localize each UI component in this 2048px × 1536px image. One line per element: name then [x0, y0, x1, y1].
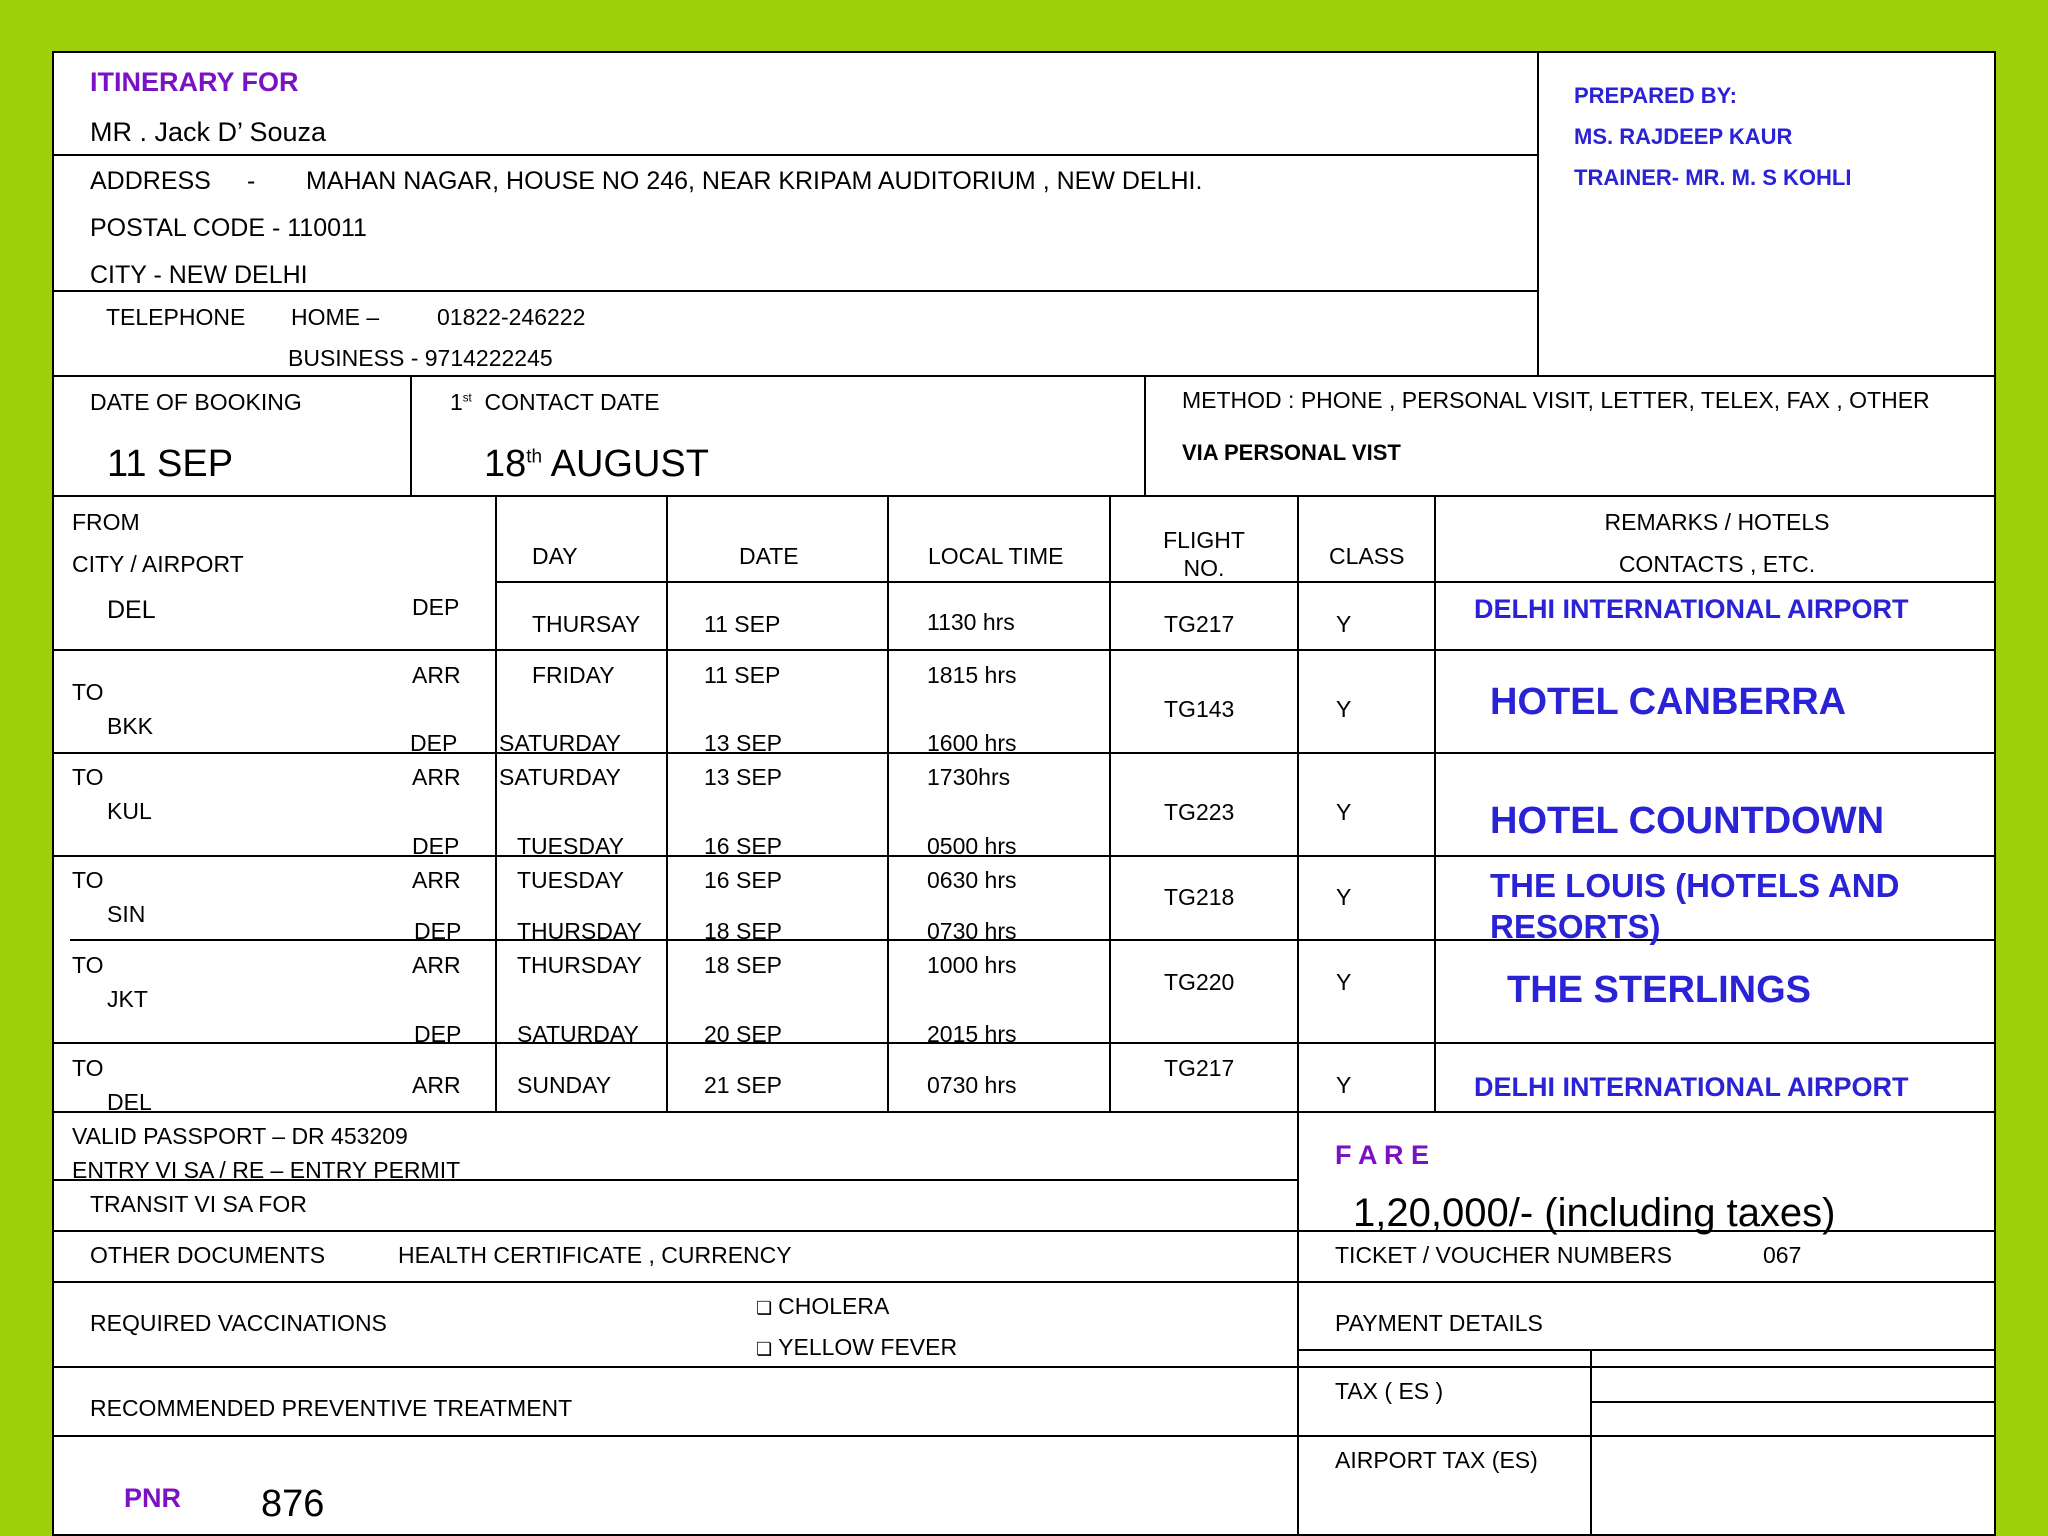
other-documents-label: OTHER DOCUMENTS — [90, 1242, 326, 1268]
pnr-label: PNR — [124, 1483, 182, 1513]
row5-class: Y — [1336, 969, 1352, 995]
rule — [410, 375, 412, 496]
row6-to: TO — [72, 1055, 104, 1081]
rule — [54, 855, 1996, 857]
rule — [54, 1111, 1996, 1113]
rule — [54, 495, 1996, 497]
row4-arr-day: TUESDAY — [517, 867, 624, 893]
row3-flight: TG223 — [1164, 799, 1235, 825]
payment-details-label: PAYMENT DETAILS — [1335, 1310, 1543, 1336]
row3-city: KUL — [107, 798, 152, 824]
rule — [1109, 495, 1111, 1112]
header-remarks-1: REMARKS / HOTELS — [1604, 509, 1830, 535]
home-number: 01822-246222 — [437, 304, 586, 330]
first-contact-value: 18th AUGUST — [484, 443, 709, 485]
rule — [54, 1366, 1996, 1368]
ticket-voucher-value: 067 — [1763, 1242, 1802, 1268]
address-dash: - — [247, 167, 256, 195]
rule — [1144, 375, 1146, 496]
header-class: CLASS — [1329, 543, 1405, 569]
row2-arr-date: 11 SEP — [704, 662, 781, 688]
header-date: DATE — [739, 543, 799, 569]
row2-dep-day: SATURDAY — [499, 730, 621, 756]
rule — [54, 290, 1538, 292]
row5-dep: DEP — [414, 1021, 462, 1047]
row1-class: Y — [1336, 611, 1352, 637]
rule — [495, 495, 497, 1112]
row5-city: JKT — [107, 986, 148, 1012]
row3-arr-date: 13 SEP — [704, 764, 782, 790]
row6-date: 21 SEP — [704, 1072, 782, 1098]
first-contact-label: 1st CONTACT DATE — [450, 389, 660, 415]
rule — [887, 495, 889, 1112]
rule — [1297, 1349, 1996, 1351]
row4-dep-day: THURSDAY — [517, 918, 642, 944]
row4-dep: DEP — [414, 918, 462, 944]
rule — [54, 1435, 1996, 1437]
row6-time: 0730 hrs — [927, 1072, 1017, 1098]
pnr-value: 876 — [261, 1483, 325, 1525]
header-city-airport: CITY / AIRPORT — [72, 551, 244, 577]
transit-visa: TRANSIT VI SA FOR — [90, 1191, 307, 1217]
row3-dep-date: 16 SEP — [704, 833, 782, 859]
checkbox-icon: ❏ — [756, 1298, 773, 1318]
row6-flight: TG217 — [1164, 1055, 1235, 1081]
row6-class: Y — [1336, 1072, 1352, 1098]
row2-remark: HOTEL CANBERRA — [1490, 681, 1847, 723]
prepared-by-name: MS. RAJDEEP KAUR — [1574, 124, 1793, 149]
row1-city: DEL — [107, 596, 156, 624]
row5-dep-date: 20 SEP — [704, 1021, 782, 1047]
row4-remark-1: THE LOUIS (HOTELS AND — [1490, 867, 1900, 904]
row2-class: Y — [1336, 696, 1352, 722]
row4-arr-time: 0630 hrs — [927, 867, 1017, 893]
row6-city: DEL — [107, 1089, 152, 1115]
row4-city: SIN — [107, 901, 146, 927]
row5-arr-date: 18 SEP — [704, 952, 782, 978]
row6-remark: DELHI INTERNATIONAL AIRPORT — [1474, 1072, 1909, 1102]
home-label: HOME – — [291, 304, 380, 330]
vaccine-cholera: ❏ CHOLERA — [756, 1293, 890, 1319]
business-number: BUSINESS - 9714222245 — [288, 345, 553, 371]
row1-flight: TG217 — [1164, 611, 1235, 637]
vaccine-yellow-fever: ❏ YELLOW FEVER — [756, 1334, 958, 1360]
method-label: METHOD : PHONE , PERSONAL VISIT, LETTER, TELEX, FAX , OTHER — [1182, 387, 1930, 413]
row3-dep: DEP — [412, 833, 460, 859]
rule — [1590, 1349, 1592, 1536]
entry-visa: ENTRY VI SA / RE – ENTRY PERMIT — [72, 1157, 461, 1183]
date-of-booking-value: 11 SEP — [107, 443, 234, 485]
row3-dep-time: 0500 hrs — [927, 833, 1017, 859]
row3-class: Y — [1336, 799, 1352, 825]
row2-dep-time: 1600 hrs — [927, 730, 1017, 756]
city: CITY - NEW DELHI — [90, 261, 308, 289]
row4-flight: TG218 — [1164, 884, 1235, 910]
rule — [1434, 495, 1436, 1112]
row2-to: TO — [72, 679, 104, 705]
prepared-divider — [1537, 53, 1539, 377]
itinerary-for-title: ITINERARY FOR — [90, 67, 299, 97]
row1-dep: DEP — [412, 594, 460, 620]
row5-flight: TG220 — [1164, 969, 1235, 995]
method-value: VIA PERSONAL VIST — [1182, 440, 1401, 465]
row5-dep-day: SATURDAY — [517, 1021, 639, 1047]
row5-remark: THE STERLINGS — [1507, 969, 1812, 1011]
row4-to: TO — [72, 867, 104, 893]
checkbox-icon: ❏ — [756, 1339, 773, 1359]
row5-arr: ARR — [412, 952, 461, 978]
row4-arr-date: 16 SEP — [704, 867, 782, 893]
row1-date: 11 SEP — [704, 611, 781, 637]
row3-to: TO — [72, 764, 104, 790]
header-from: FROM — [72, 509, 140, 535]
rule — [1297, 495, 1299, 1536]
rule — [54, 752, 1996, 754]
row6-day: SUNDAY — [517, 1072, 612, 1098]
header-day: DAY — [532, 543, 578, 569]
date-of-booking-label: DATE OF BOOKING — [90, 389, 302, 415]
row1-time: 1130 hrs — [927, 609, 1015, 635]
row2-dep: DEP — [410, 730, 458, 756]
ticket-voucher-label: TICKET / VOUCHER NUMBERS — [1335, 1242, 1672, 1268]
row4-remark-2: RESORTS) — [1490, 908, 1661, 945]
vaccinations-label: REQUIRED VACCINATIONS — [90, 1310, 387, 1336]
rule — [54, 649, 1996, 651]
trainer-name: TRAINER- MR. M. S KOHLI — [1574, 165, 1852, 190]
header-flight-1: FLIGHT — [1163, 527, 1245, 553]
row4-dep-time: 0730 hrs — [927, 918, 1017, 944]
row1-remark: DELHI INTERNATIONAL AIRPORT — [1474, 594, 1909, 624]
row2-arr: ARR — [412, 662, 461, 688]
rule — [54, 1042, 1996, 1044]
row3-remark: HOTEL COUNTDOWN — [1490, 800, 1885, 842]
row2-city: BKK — [107, 713, 154, 739]
row6-arr: ARR — [412, 1072, 461, 1098]
rule — [666, 495, 668, 1112]
prepared-by-label: PREPARED BY: — [1574, 83, 1737, 108]
row3-arr-day: SATURDAY — [499, 764, 621, 790]
fare-value: 1,20,000/- (including taxes) — [1353, 1191, 1836, 1235]
valid-passport: VALID PASSPORT – DR 453209 — [72, 1123, 408, 1149]
passenger-name: MR . Jack D’ Souza — [90, 117, 327, 147]
other-documents-value: HEALTH CERTIFICATE , CURRENCY — [398, 1242, 792, 1268]
row2-flight: TG143 — [1164, 696, 1235, 722]
header-flight-2: NO. — [1183, 555, 1225, 581]
header-local-time: LOCAL TIME — [928, 543, 1064, 569]
header-remarks-2: CONTACTS , ETC. — [1618, 551, 1816, 577]
telephone-label: TELEPHONE — [106, 304, 246, 330]
row5-dep-time: 2015 hrs — [927, 1021, 1017, 1047]
row3-dep-day: TUESDAY — [517, 833, 624, 859]
rule — [54, 154, 1538, 156]
fare-label: F A R E — [1335, 1140, 1429, 1170]
row2-dep-date: 13 SEP — [704, 730, 782, 756]
rule — [1590, 1401, 1996, 1403]
row5-arr-time: 1000 hrs — [927, 952, 1017, 978]
postal-code: POSTAL CODE - 110011 — [90, 214, 367, 242]
rule — [54, 1281, 1996, 1283]
rule — [54, 375, 1996, 377]
address-label: ADDRESS — [90, 167, 211, 195]
row2-arr-time: 1815 hrs — [927, 662, 1017, 688]
row5-arr-day: THURSDAY — [517, 952, 642, 978]
rule — [70, 939, 1996, 941]
row5-to: TO — [72, 952, 104, 978]
row3-arr: ARR — [412, 764, 461, 790]
address-value: MAHAN NAGAR, HOUSE NO 246, NEAR KRIPAM AUDITORIUM , NEW DELHI. — [306, 167, 1203, 195]
row1-day: THURSAY — [532, 611, 641, 637]
row3-arr-time: 1730hrs — [927, 764, 1011, 790]
rule — [495, 581, 1996, 583]
row4-dep-date: 18 SEP — [704, 918, 782, 944]
row4-class: Y — [1336, 884, 1352, 910]
itinerary-form — [52, 51, 1996, 1536]
airport-tax-label: AIRPORT TAX (ES) — [1335, 1447, 1538, 1473]
tax-label: TAX ( ES ) — [1335, 1378, 1444, 1404]
row4-arr: ARR — [412, 867, 461, 893]
preventive-treatment: RECOMMENDED PREVENTIVE TREATMENT — [90, 1395, 573, 1421]
row2-arr-day: FRIDAY — [532, 662, 615, 688]
